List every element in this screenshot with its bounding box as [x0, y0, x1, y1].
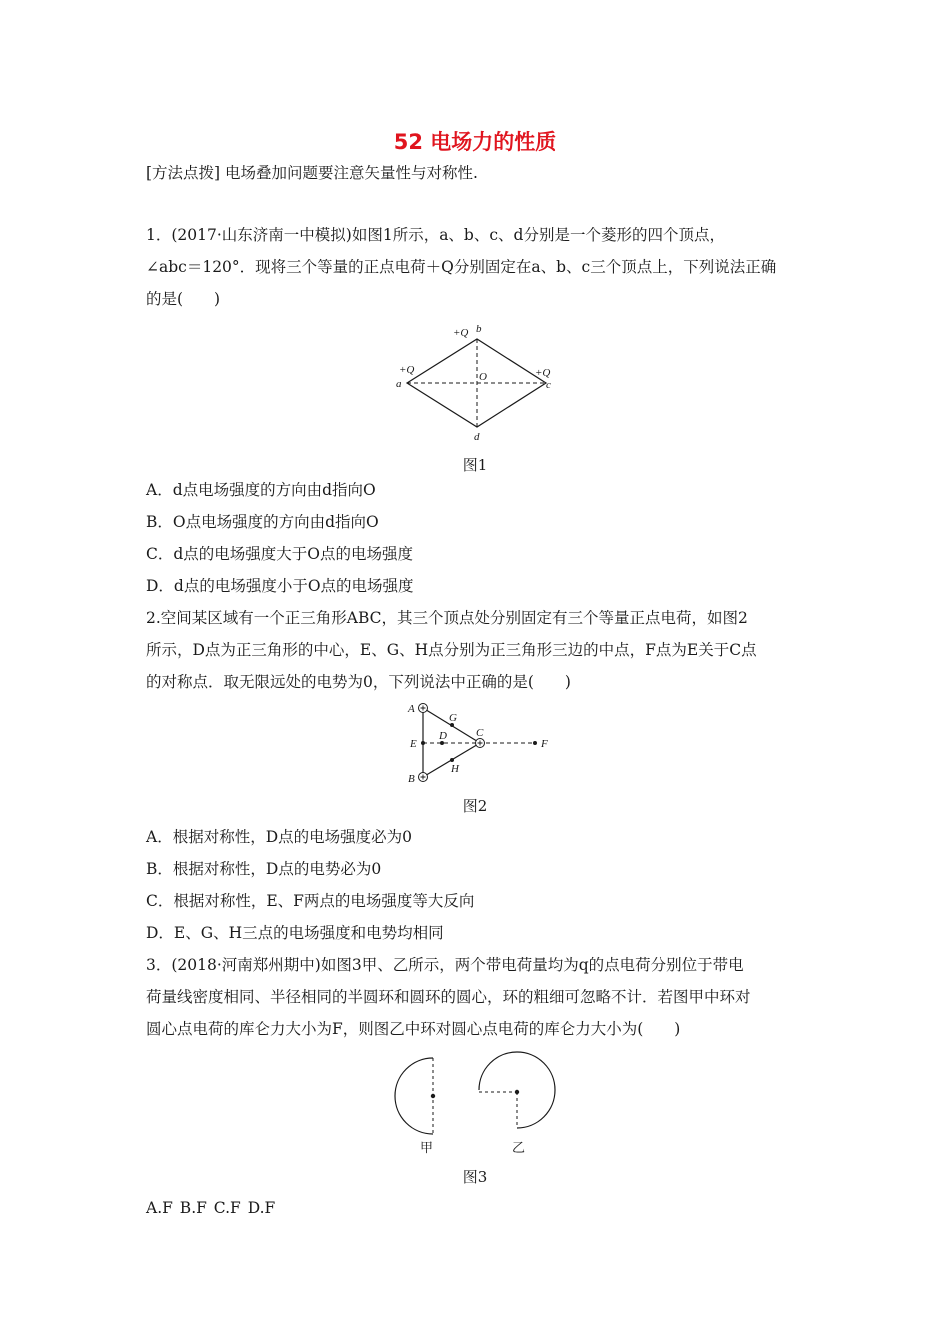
q3-stem-line1: 3．(2018·河南郑州期中)如图3甲、乙所示，两个带电荷量均为q的点电荷分别位于带电 [146, 956, 744, 974]
fig2-label-a: A [408, 703, 415, 715]
fig2-label-d: D [439, 730, 447, 742]
figure-3-caption: 图3 [462, 1168, 488, 1186]
q2-stem-line2: 所示，D点为正三角形的中心，E、G、H点分别为正三角形三边的中点，F点为E关于C点 [146, 641, 757, 659]
fig1-label-b: b [476, 323, 482, 335]
q1-option-c: C．d点的电场强度大于O点的电场强度 [146, 545, 413, 563]
q1-stem-line3: 的是( ) [146, 290, 221, 308]
q3-options: A.F B.F C.F D.F [146, 1199, 276, 1217]
fig1-label-d: d [474, 431, 480, 443]
fig1-label-qa: +Q [399, 364, 415, 376]
q2-option-a: A．根据对称性，D点的电场强度必为0 [146, 828, 412, 846]
q1-option-a: A．d点电场强度的方向由d指向O [146, 481, 376, 499]
q2-stem-line1: 2.空间某区域有一个正三角形ABC，其三个顶点处分别固定有三个等量正点电荷，如图2 [146, 609, 748, 627]
q3-stem-line2: 荷量线密度相同、半径相同的半圆环和圆环的圆心，环的粗细可忽略不计．若图甲中环对 [146, 988, 751, 1006]
figure-2-caption: 图2 [462, 797, 488, 815]
fig1-label-a: a [396, 378, 402, 390]
q1-option-b: B．O点电场强度的方向由d指向O [146, 513, 379, 531]
fig1-label-qc: +Q [535, 367, 551, 379]
figure-1-rhombus [390, 322, 560, 447]
q1-stem-line1: 1．(2017·山东济南一中模拟)如图1所示，a、b、c、d分别是一个菱形的四个顶点， [146, 226, 725, 244]
fig1-label-qb: +Q [453, 327, 469, 339]
figure-1-caption: 图1 [462, 456, 488, 474]
q2-option-b: B．根据对称性，D点的电势必为0 [146, 860, 382, 878]
q3-stem-line3: 圆心点电荷的库仑力大小为F，则图乙中环对圆心点电荷的库仑力大小为( ) [146, 1020, 681, 1038]
fig2-label-c: C [476, 727, 484, 739]
fig2-label-f: F [541, 738, 548, 750]
q2-option-c: C．根据对称性，E、F两点的电场强度等大反向 [146, 892, 475, 910]
figure-2-triangle [400, 698, 550, 788]
fig2-label-h: H [451, 763, 459, 775]
fig2-label-b: B [408, 773, 415, 785]
fig1-label-o: O [479, 371, 487, 383]
q1-stem-line2: ∠abc＝120°．现将三个等量的正点电荷＋Q分别固定在a、b、c三个顶点上，下列说法正确 [146, 258, 777, 276]
page-title: 52 电场力的性质 [393, 130, 557, 154]
fig3-label-yi: 乙 [512, 1141, 526, 1156]
method-tip: [方法点拨] 电场叠加问题要注意矢量性与对称性. [146, 164, 478, 182]
fig2-label-e: E [410, 738, 417, 750]
fig1-label-c: c [546, 379, 551, 391]
fig2-label-g: G [449, 712, 457, 724]
fig3-label-jia: 甲 [420, 1141, 434, 1156]
q2-stem-line3: 的对称点．取无限远处的电势为0，下列说法中正确的是( ) [146, 673, 571, 691]
q2-option-d: D．E、G、H三点的电场强度和电势均相同 [146, 924, 444, 942]
figure-3-rings [380, 1055, 580, 1160]
q1-option-d: D．d点的电场强度小于O点的电场强度 [146, 577, 414, 595]
